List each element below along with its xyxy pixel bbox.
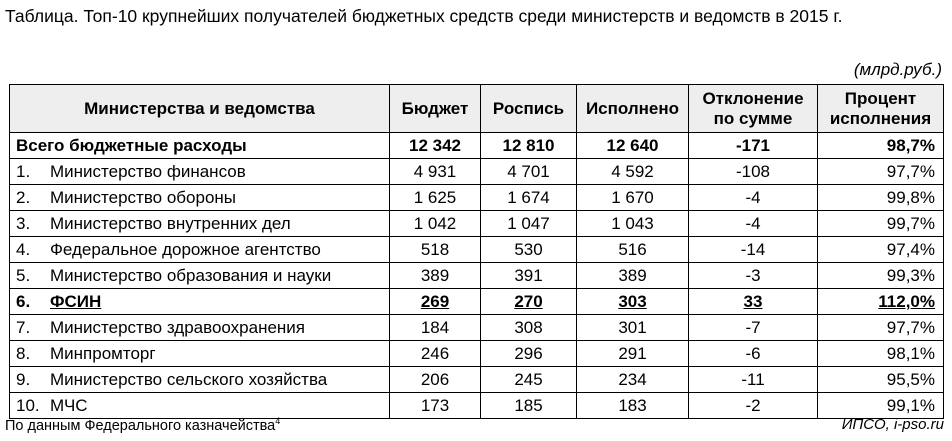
units-label: (млрд.руб.) <box>853 60 942 79</box>
row-name <box>10 315 390 341</box>
row-rospis: 530 <box>481 237 577 263</box>
header-rospis: Роспись <box>481 85 577 133</box>
row-index: 7. <box>16 318 31 337</box>
row-budget: 1 042 <box>390 211 481 237</box>
table-row <box>10 341 944 367</box>
row-rospis: 185 <box>481 393 577 419</box>
table-title: Таблица. Топ-10 крупнейших получателей бюджетных средств среди министерств и ведомств в 2015 г. <box>5 6 843 26</box>
header-name: Министерства и ведомства <box>10 85 390 133</box>
row-budget: 246 <box>390 341 481 367</box>
row-index: 4. <box>16 240 31 259</box>
row-executed: 303 <box>577 289 689 315</box>
row-deviation: -6 <box>689 341 818 367</box>
table-row <box>10 315 944 341</box>
row-index: 1. <box>16 162 31 181</box>
total-budget: 12 342 <box>390 133 481 159</box>
row-index: 5. <box>16 266 31 285</box>
row-executed: 291 <box>577 341 689 367</box>
table-row <box>10 289 944 315</box>
footnote-marker: 4 <box>275 416 281 426</box>
row-deviation: 33 <box>689 289 818 315</box>
row-budget: 1 625 <box>390 185 481 211</box>
total-percent: 98,7% <box>818 133 944 159</box>
row-executed: 1 670 <box>577 185 689 211</box>
row-executed: 516 <box>577 237 689 263</box>
row-index: 8. <box>16 344 31 363</box>
row-name <box>10 185 390 211</box>
header-budget: Бюджет <box>390 85 481 133</box>
row-index: 6. <box>16 292 31 311</box>
row-name <box>10 367 390 393</box>
row-index: 2. <box>16 188 31 207</box>
row-name <box>10 211 390 237</box>
row-name <box>10 341 390 367</box>
row-deviation: -7 <box>689 315 818 341</box>
row-index: 10. <box>16 396 40 415</box>
row-rospis: 245 <box>481 367 577 393</box>
row-index: 9. <box>16 370 31 389</box>
row-label: Министерство образования и науки <box>50 266 332 285</box>
row-deviation: -3 <box>689 263 818 289</box>
row-executed: 1 043 <box>577 211 689 237</box>
row-percent: 99,8% <box>818 185 944 211</box>
row-label: Федеральное дорожное агентство <box>50 240 321 259</box>
row-rospis: 296 <box>481 341 577 367</box>
table-row <box>10 263 944 289</box>
row-executed: 301 <box>577 315 689 341</box>
row-budget: 173 <box>390 393 481 419</box>
row-budget: 518 <box>390 237 481 263</box>
row-label: Министерство финансов <box>50 162 246 181</box>
row-rospis: 391 <box>481 263 577 289</box>
header-executed: Исполнено <box>577 85 689 133</box>
row-budget: 269 <box>390 289 481 315</box>
row-name <box>10 393 390 419</box>
row-executed: 234 <box>577 367 689 393</box>
total-rospis: 12 810 <box>481 133 577 159</box>
table-row <box>10 159 944 185</box>
total-deviation: -171 <box>689 133 818 159</box>
row-index: 3. <box>16 214 31 233</box>
row-percent: 97,7% <box>818 159 944 185</box>
row-name <box>10 159 390 185</box>
row-percent: 97,4% <box>818 237 944 263</box>
row-deviation: -4 <box>689 185 818 211</box>
row-label: МЧС <box>50 396 88 415</box>
row-budget: 4 931 <box>390 159 481 185</box>
row-budget: 206 <box>390 367 481 393</box>
row-name <box>10 263 390 289</box>
table-row <box>10 185 944 211</box>
row-percent: 97,7% <box>818 315 944 341</box>
table-row <box>10 237 944 263</box>
row-label: Министерство обороны <box>50 188 237 207</box>
table-row <box>10 367 944 393</box>
row-name <box>10 237 390 263</box>
row-rospis: 1 047 <box>481 211 577 237</box>
row-rospis: 270 <box>481 289 577 315</box>
row-deviation: -11 <box>689 367 818 393</box>
row-percent: 99,7% <box>818 211 944 237</box>
row-percent: 99,1% <box>818 393 944 419</box>
row-label: Министерство внутренних дел <box>50 214 291 233</box>
row-executed: 4 592 <box>577 159 689 185</box>
row-percent: 95,5% <box>818 367 944 393</box>
budget-table <box>9 84 944 419</box>
row-rospis: 308 <box>481 315 577 341</box>
row-rospis: 4 701 <box>481 159 577 185</box>
total-name: Всего бюджетные расходы <box>10 133 390 159</box>
row-name <box>10 289 390 315</box>
row-budget: 184 <box>390 315 481 341</box>
table-row <box>10 211 944 237</box>
row-deviation: -108 <box>689 159 818 185</box>
row-percent: 112,0% <box>818 289 944 315</box>
row-budget: 389 <box>390 263 481 289</box>
row-deviation: -14 <box>689 237 818 263</box>
header-row <box>10 85 944 133</box>
row-label: Министерство здравоохранения <box>50 318 305 337</box>
total-row <box>10 133 944 159</box>
credit-label: ИПСО, i-pso.ru <box>841 416 944 433</box>
source-note: По данным Федерального казначейства$^4$ <box>5 416 281 434</box>
row-rospis: 1 674 <box>481 185 577 211</box>
table-row <box>10 393 944 419</box>
row-label: ФСИН <box>50 292 102 311</box>
row-executed: 389 <box>577 263 689 289</box>
row-label: Минпромторг <box>50 344 156 363</box>
total-executed: 12 640 <box>577 133 689 159</box>
row-percent: 98,1% <box>818 341 944 367</box>
header-percent: Процент исполнения <box>818 85 944 133</box>
header-deviation: Отклонение по сумме <box>689 85 818 133</box>
row-label: Министерство сельского хозяйства <box>50 370 328 389</box>
row-executed: 183 <box>577 393 689 419</box>
row-percent: 99,3% <box>818 263 944 289</box>
row-deviation: -2 <box>689 393 818 419</box>
row-deviation: -4 <box>689 211 818 237</box>
